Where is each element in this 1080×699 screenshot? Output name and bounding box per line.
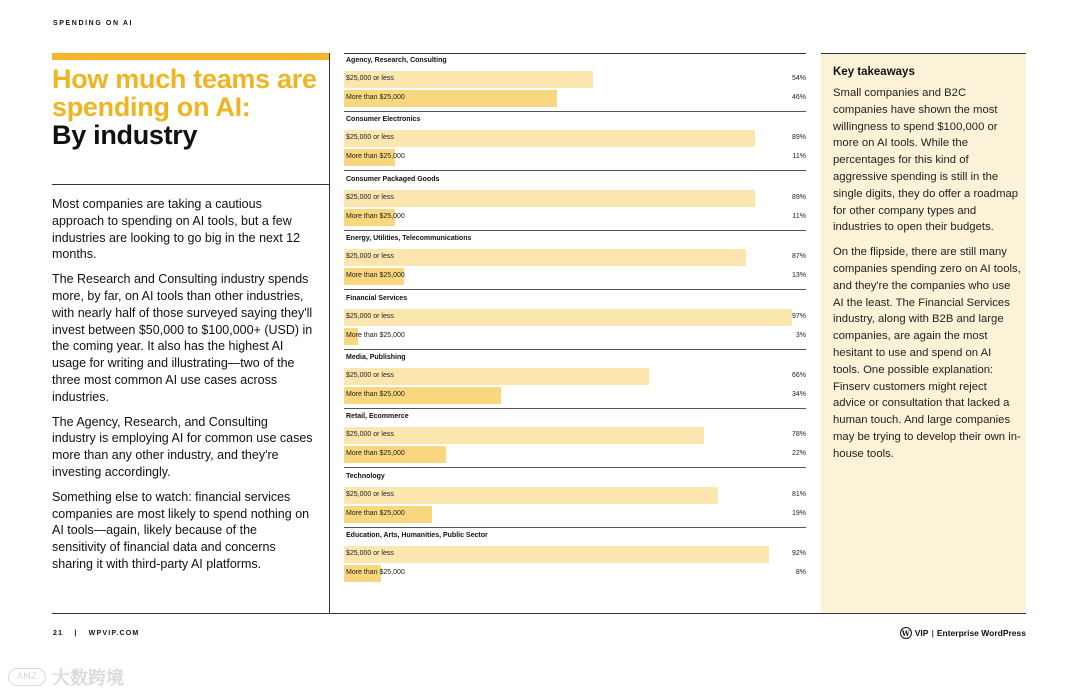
bar-value-label: 81% — [791, 490, 806, 498]
bar-series-label: $25,000 or less — [346, 193, 394, 201]
watermark — [8, 664, 124, 690]
group-title: Media, Publishing — [346, 354, 406, 361]
bar-series-label: More than $25,000 — [346, 391, 405, 398]
key-takeaways-body — [833, 85, 1021, 471]
bar-value-label: 11% — [792, 153, 806, 161]
page-number: 21 — [53, 630, 64, 637]
bar — [344, 190, 755, 207]
chart-group — [344, 217, 806, 280]
intro-paragraph: Most companies are taking a cautious approach to spending on AI tools, but a few industries are looking to go big in the next 12 months. — [52, 197, 301, 262]
title-highlight: How much teams are spending on AI: — [52, 64, 317, 122]
bar — [344, 249, 746, 266]
section-label: SPENDING ON AI — [53, 20, 134, 27]
bar-series-label: More than $25,000 — [346, 509, 405, 517]
bar-series-label: $25,000 or less — [346, 134, 394, 142]
intro-paragraph: The Research and Consulting industry spends more, by far, on AI tools than other industries, with nearly half of those surveyed saying they'll invest between $50,000 to $100,000+ (USD) in the coming year. It also has the highest AI usage for writing and illustrating—two of the three most common AI use cases across industries. — [52, 272, 313, 404]
bar-value-label: 92% — [791, 550, 806, 558]
brand-lockup — [900, 627, 1026, 639]
bar-value-label: 34% — [791, 391, 806, 398]
bar-value-label: 46% — [791, 94, 806, 101]
bar-series-label: More than $25,000 — [346, 212, 405, 220]
bar-series-label: $25,000 or less — [346, 550, 394, 558]
group-title: Consumer Electronics — [346, 116, 421, 124]
brand-vip: VIP — [914, 628, 929, 638]
brand-separator: | — [931, 628, 934, 638]
key-takeaways-panel — [821, 53, 1026, 613]
group-title: Technology — [346, 472, 385, 480]
industry-spending-chart — [329, 53, 822, 613]
bar-series-label: $25,000 or less — [346, 372, 394, 379]
group-title: Retail, Ecommerce — [346, 413, 409, 421]
bar-row — [344, 130, 806, 147]
bar-value-label: 87% — [791, 253, 806, 261]
group-title: Consumer Packaged Goods — [346, 175, 440, 183]
panel-top-rule — [821, 53, 1026, 54]
chart-group — [344, 395, 806, 458]
bar-row — [344, 190, 806, 207]
bar-series-label: $25,000 or less — [346, 75, 394, 82]
bar — [344, 427, 704, 444]
chart-group — [344, 336, 806, 398]
bar-value-label: 19% — [791, 509, 806, 517]
chart-group — [344, 277, 806, 339]
group-title: Education, Arts, Humanities, Public Sector — [346, 532, 488, 540]
bar-series-label: More than $25,000 — [346, 331, 405, 339]
bar-row — [344, 487, 806, 504]
watermark-logo-icon: AMZ — [8, 668, 46, 686]
bar-value-label: 13% — [791, 272, 806, 280]
intro-column — [52, 53, 329, 614]
bar-series-label: $25,000 or less — [346, 253, 394, 261]
title-subtitle: By industry — [52, 120, 198, 150]
bar-row — [344, 368, 806, 385]
bar-series-label: More than $25,000 — [346, 94, 405, 101]
bar-value-label: 89% — [791, 134, 806, 142]
bar-value-label: 97% — [791, 312, 806, 320]
bar — [344, 487, 718, 504]
bar-value-label: 89% — [791, 193, 806, 201]
takeaway-paragraph: On the flipside, there are still many companies spending zero on AI tools, and they're the companies who use AI the least. The Financial Services industry, along with B2B and large companies, are again the most hesitant to use and spend on AI tools. One possible explanation: Finserv customers might reject advice or consultation that lacked a human touch. And large companies may be trying to develop their own in-house tools. — [833, 246, 1021, 460]
group-title: Financial Services — [346, 294, 408, 302]
page-title — [52, 65, 329, 149]
intro-body — [52, 196, 314, 581]
title-accent-rule — [52, 53, 329, 60]
group-title: Agency, Research, Consulting — [346, 57, 447, 64]
bar-row — [344, 546, 806, 563]
bar-series-label: More than $25,000 — [346, 569, 405, 577]
bar-value-label: 54% — [791, 75, 806, 82]
bar-value-label: 3% — [795, 331, 806, 339]
bar-series-label: $25,000 or less — [346, 431, 394, 439]
divider — [52, 184, 329, 185]
takeaway-paragraph: Small companies and B2C companies have shown the most willingness to spend $100,000 or more on AI tools. While the percentages for this kind of aggressive spending is still in the single digits, they do offer a roadmap for other company types and industries to open their budgets. — [833, 87, 1019, 234]
bar-value-label: 22% — [791, 450, 806, 458]
bottom-rule — [52, 613, 1026, 614]
bar-row — [344, 71, 806, 88]
bar-value-label: 66% — [791, 372, 806, 379]
group-title: Energy, Utilities, Telecommunications — [346, 235, 472, 243]
bar-row — [344, 249, 806, 266]
wordpress-logo-icon: W — [900, 627, 912, 639]
bar — [344, 546, 769, 563]
footer-left — [53, 630, 139, 637]
bar-series-label: $25,000 or less — [346, 490, 394, 498]
bar-series-label: $25,000 or less — [346, 312, 394, 320]
bar — [344, 130, 755, 147]
bar-value-label: 8% — [795, 569, 806, 577]
key-takeaways-title: Key takeaways — [833, 66, 915, 78]
bar-row — [344, 427, 806, 444]
bar-series-label: More than $25,000 — [346, 272, 405, 280]
brand-name: Enterprise WordPress — [936, 628, 1026, 638]
chart-group — [344, 514, 806, 577]
watermark-text: 大数跨境 — [52, 668, 124, 689]
bar-series-label: More than $25,000 — [346, 450, 405, 458]
chart-group — [344, 455, 806, 517]
chart-group — [344, 158, 806, 220]
chart-group — [344, 39, 806, 101]
bar-value-label: 11% — [792, 212, 806, 220]
site-link[interactable]: WPVIP.COM — [88, 630, 140, 637]
chart-group — [344, 98, 806, 161]
bar-value-label: 78% — [791, 431, 806, 439]
bar — [344, 309, 792, 326]
bar-row — [344, 309, 806, 326]
intro-paragraph: The Agency, Research, and Consulting industry is employing AI for common use cases more than any other industry, and they're investing accordingly. — [52, 414, 313, 479]
bar-series-label: More than $25,000 — [346, 153, 405, 161]
bar-row — [344, 565, 806, 582]
intro-paragraph: Something else to watch: financial services companies are most likely to spend nothing on AI tools—again, likely because of the sensitivity of financial data and concerns sharing it with third-party AI platforms. — [52, 489, 310, 571]
footer-divider: | — [74, 630, 78, 637]
